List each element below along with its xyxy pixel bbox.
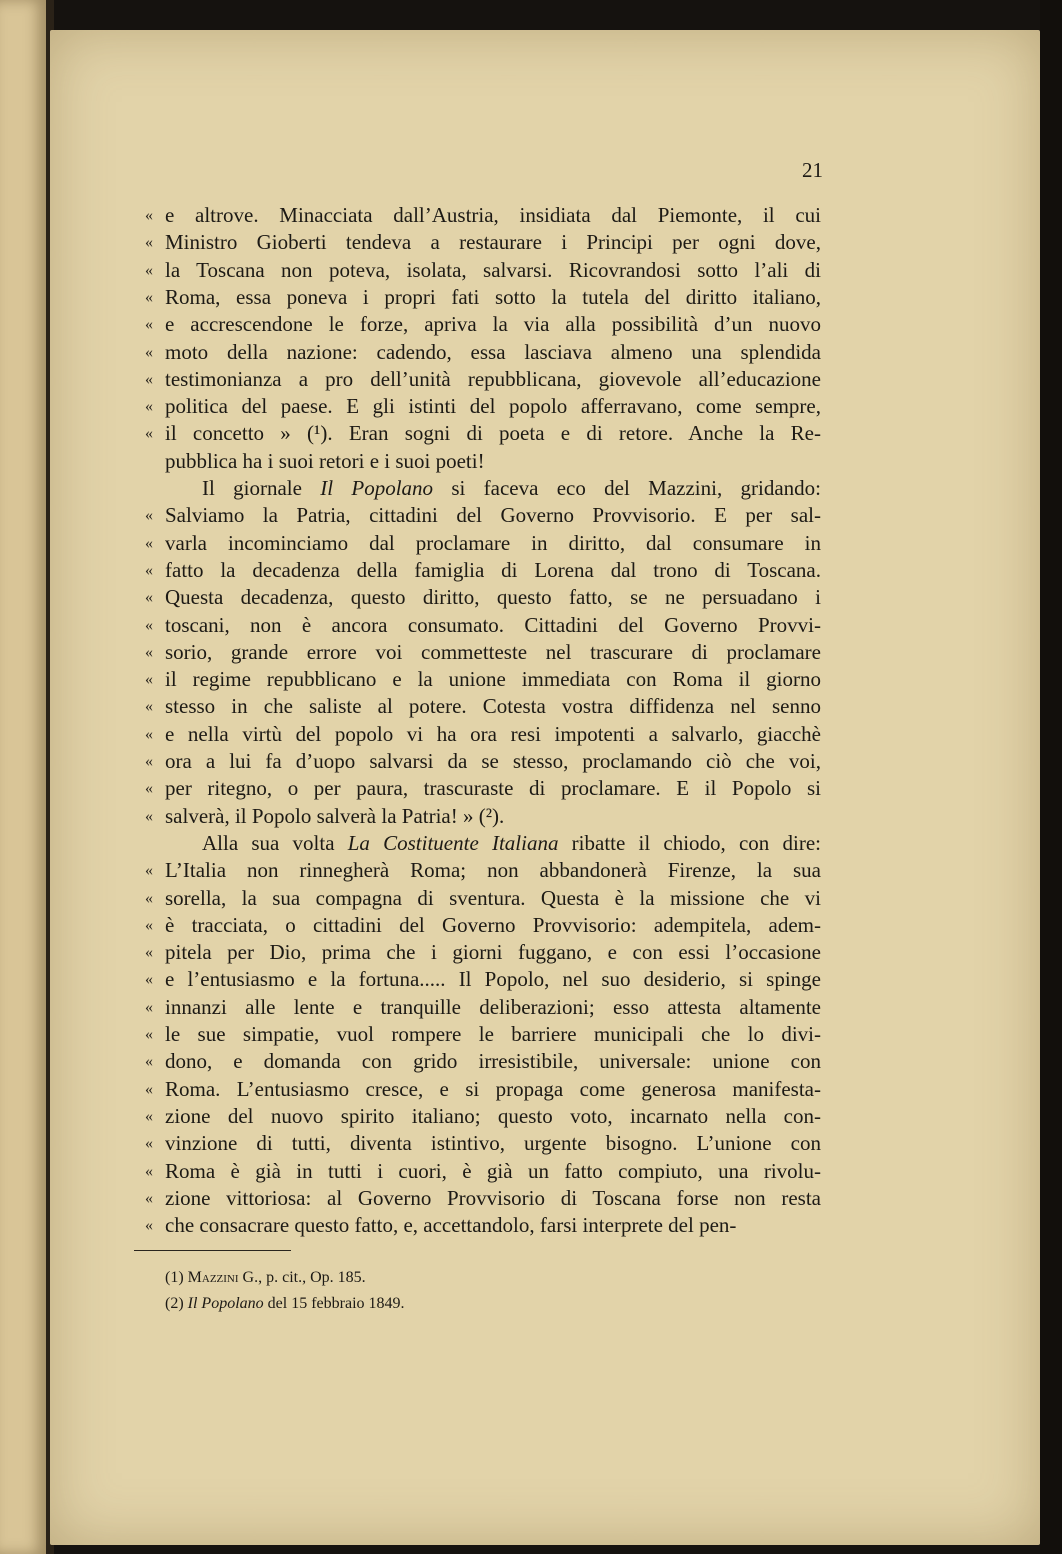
text-line xyxy=(145,939,821,966)
line-text: salverà, il Popolo salverà la Patria! » (²). xyxy=(165,803,505,828)
quote-mark: « xyxy=(145,753,153,770)
text-line xyxy=(145,885,821,912)
quote-mark: « xyxy=(145,725,153,743)
footnote-2 xyxy=(165,1292,405,1316)
quote-mark: « xyxy=(145,862,153,880)
quote-mark: « xyxy=(145,1053,153,1071)
text-line xyxy=(145,830,821,857)
line-margin xyxy=(145,475,165,502)
line-text: politica del paese. E gli istinti del popolo afferravano, come sempre, xyxy=(165,394,821,419)
quote-mark: « xyxy=(145,425,153,443)
footnote-separator xyxy=(134,1250,291,1251)
footnote-title: Il Popolano xyxy=(187,1295,264,1312)
quote-mark: « xyxy=(145,507,153,525)
line-margin xyxy=(145,830,165,857)
line-text: Roma è già in tutti i cuori, è già un fatto compiuto, una rivolu- xyxy=(165,1158,821,1183)
line-text: Il giornale Il Popolano si faceva eco del Mazzini, gridando: xyxy=(202,476,821,500)
text-line xyxy=(145,1158,821,1185)
quote-mark: « xyxy=(145,316,153,334)
line-text: Roma, essa poneva i propri fati sotto la tutela del diritto italiano, xyxy=(165,284,821,309)
text-line xyxy=(145,721,821,748)
line-text: il regime repubblicano e la unione immediata con Roma il giorno xyxy=(165,667,821,692)
line-text: moto della nazione: cadendo, essa lasciava almeno una splendida xyxy=(165,339,821,364)
quote-mark: « xyxy=(145,288,153,306)
quote-mark: « xyxy=(145,1162,153,1180)
text-line xyxy=(145,584,821,611)
quote-mark: « xyxy=(145,343,153,361)
line-text: Salviamo la Patria, cittadini del Governo Provvisorio. E per sal- xyxy=(165,503,821,528)
quote-mark: « xyxy=(145,1107,153,1125)
text-line xyxy=(145,475,821,502)
text-line xyxy=(145,666,821,693)
line-margin xyxy=(145,448,165,475)
text-line xyxy=(145,339,821,366)
quote-mark: « xyxy=(145,889,153,907)
line-text: e altrove. Minacciata dall’Austria, insidiata dal Piemonte, il cui xyxy=(165,203,821,227)
quote-mark: « xyxy=(145,1080,153,1098)
text-line xyxy=(145,1076,821,1103)
quote-mark: « xyxy=(145,398,153,416)
footnote-number: (1) xyxy=(165,1269,184,1286)
footnote-number: (2) xyxy=(165,1295,184,1312)
line-text: vinzione di tutti, diventa istintivo, urgente bisogno. L’unione con xyxy=(165,1131,821,1156)
line-text: Alla sua volta La Costituente Italiana ribatte il chiodo, con dire: xyxy=(202,830,821,855)
line-text: sorella, la sua compagna di sventura. Questa è la missione che vi xyxy=(165,885,821,910)
quote-mark: « xyxy=(145,1189,153,1207)
line-text: il concetto » (¹). Eran sogni di poeta e di retore. Anche la Re- xyxy=(165,421,821,446)
line-text: toscani, non è ancora consumato. Cittadini del Governo Provvi- xyxy=(165,612,821,637)
quote-mark: « xyxy=(145,998,153,1016)
text-line xyxy=(145,366,821,393)
quote-mark: « xyxy=(145,207,153,224)
line-text: testimonianza a pro dell’unità repubblicana, giovevole all’educazione xyxy=(165,366,821,391)
text-line xyxy=(145,1130,821,1157)
line-text: le sue simpatie, vuol rompere le barriere municipali che lo divi- xyxy=(165,1022,821,1046)
text-line xyxy=(145,639,821,666)
quote-mark: « xyxy=(145,1135,153,1153)
text-line xyxy=(145,257,821,284)
line-text: per ritegno, o per paura, trascuraste di proclamare. E il Popolo si xyxy=(165,776,821,801)
footnote-author: Mazzini G. xyxy=(187,1269,259,1286)
text-line xyxy=(145,1212,821,1239)
italic-title: Il Popolano xyxy=(320,476,434,500)
text-line xyxy=(145,1103,821,1130)
line-text: zione del nuovo spirito italiano; questo voto, incarnato nella con- xyxy=(165,1103,821,1128)
italic-title: La Costituente Italiana xyxy=(347,830,559,855)
text-line xyxy=(145,530,821,557)
previous-page-edge xyxy=(0,0,46,1554)
quote-mark: « xyxy=(145,780,153,798)
text-line xyxy=(145,912,821,939)
text-line xyxy=(145,612,821,639)
text-line xyxy=(145,420,821,447)
text-line xyxy=(145,803,821,830)
quote-mark: « xyxy=(145,643,153,661)
line-text: e l’entusiasmo e la fortuna..... Il Popolo, nel suo desiderio, si spinge xyxy=(165,967,821,992)
text-line xyxy=(145,693,821,720)
line-text: dono, e domanda con grido irresistibile, universale: unione con xyxy=(165,1049,821,1074)
quote-mark: « xyxy=(145,589,153,607)
text-line xyxy=(145,775,821,802)
line-text: varla incominciamo dal proclamare in diritto, dal consumare in xyxy=(165,530,821,555)
text-line xyxy=(145,393,821,420)
line-text: innanzi alle lente e tranquille deliberazioni; esso attesta altamente xyxy=(165,994,821,1019)
quote-mark: « xyxy=(145,944,153,962)
text-line xyxy=(145,202,821,229)
quote-mark: « xyxy=(145,916,153,934)
text-line xyxy=(145,311,821,338)
line-text: e nella virtù del popolo vi ha ora resi impotenti a salvarlo, giacchè xyxy=(165,721,821,746)
quote-mark: « xyxy=(145,671,153,689)
line-text: pitela per Dio, prima che i giorni fuggano, e con essi l’occasione xyxy=(165,940,821,965)
text-line xyxy=(145,1048,821,1075)
text-line xyxy=(145,557,821,584)
text-line xyxy=(145,994,821,1021)
line-text: e accrescendone le forze, apriva la via alla possibilità d’un nuovo xyxy=(165,312,821,337)
quote-mark: « xyxy=(145,1026,153,1043)
quote-mark: « xyxy=(145,234,153,252)
page-number: 21 xyxy=(802,158,823,182)
quote-mark: « xyxy=(145,971,153,989)
line-text: L’Italia non rinnegherà Roma; non abbandonerà Firenze, la sua xyxy=(165,858,821,883)
line-text: la Toscana non poteva, isolata, salvarsi. Ricovrandosi sotto l’ali di xyxy=(165,257,821,282)
text-line xyxy=(145,284,821,311)
text-line xyxy=(145,448,821,475)
quote-mark: « xyxy=(145,534,153,552)
text-line xyxy=(145,502,821,529)
line-text: stesso in che saliste al potere. Cotesta vostra diffidenza nel senno xyxy=(165,694,821,719)
footnote-text: , p. cit., Op. 185. xyxy=(258,1269,366,1286)
text-line xyxy=(145,1021,821,1048)
line-text: sorio, grande errore voi commetteste nel trascurare di proclamare xyxy=(165,639,821,664)
quote-mark: « xyxy=(145,698,153,716)
text-line xyxy=(145,748,821,775)
line-text: ora a lui fa d’uopo salvarsi da se stesso, proclamando ciò che voi, xyxy=(165,749,821,773)
line-text: Questa decadenza, questo diritto, questo fatto, se ne persuadano i xyxy=(165,585,821,610)
line-text: è tracciata, o cittadini del Governo Provvisorio: adempitela, adem- xyxy=(165,912,821,937)
line-text: fatto la decadenza della famiglia di Lorena dal trono di Toscana. xyxy=(165,557,821,582)
footnote-text: del 15 febbraio 1849. xyxy=(263,1295,405,1312)
text-line xyxy=(145,229,821,256)
line-text: zione vittoriosa: al Governo Provvisorio di Toscana forse non resta xyxy=(165,1185,821,1210)
quote-mark: « xyxy=(145,561,153,579)
quote-mark: « xyxy=(145,616,153,634)
quote-mark: « xyxy=(145,370,153,388)
footnote-1 xyxy=(165,1266,366,1290)
quote-mark: « xyxy=(145,1217,153,1235)
text-line xyxy=(145,857,821,884)
line-text: Ministro Gioberti tendeva a restaurare i Principi per ogni dove, xyxy=(165,230,821,255)
quote-mark: « xyxy=(145,261,153,279)
line-text: Roma. L’entusiasmo cresce, e si propaga come generosa manifesta- xyxy=(165,1076,821,1101)
line-text: che consacrare questo fatto, e, accettandolo, farsi interprete del pen- xyxy=(165,1213,737,1238)
quote-mark: « xyxy=(145,807,153,825)
text-line xyxy=(145,1185,821,1212)
line-text: pubblica ha i suoi retori e i suoi poeti! xyxy=(165,448,485,473)
text-line xyxy=(145,966,821,993)
scan-background xyxy=(1040,0,1062,1554)
